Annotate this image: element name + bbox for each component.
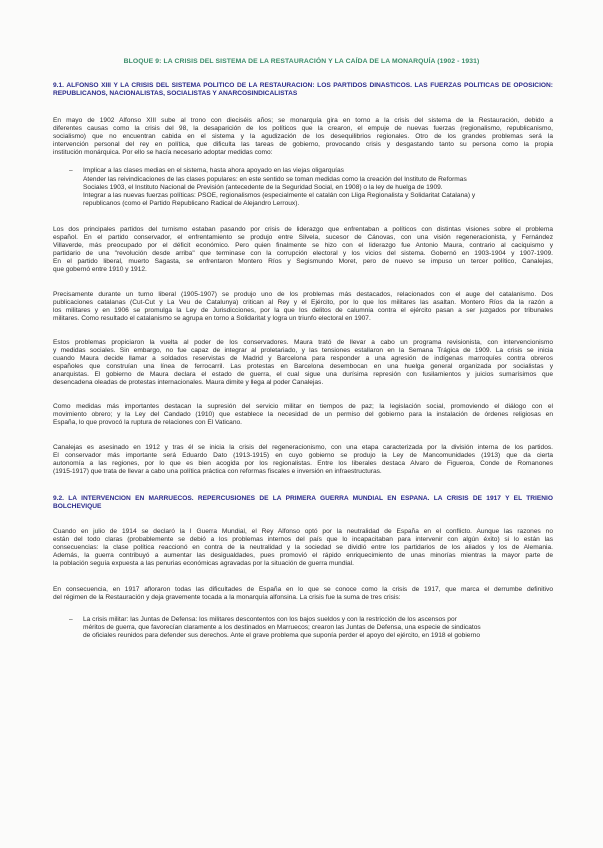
intro-line: socialismo) que no encuentran cabida en el sistema y la agudización de los desequilibrios regionales. Otro de los grandes problemas será la [53,133,553,140]
dash-bullet-icon: – [69,616,73,623]
measure-bullet-line: Sociales 1903, el Instituto Nacional de Previsión (antecedente de la Seguridad Social, en 1908) o la ley de huelga de 1909. [83,184,443,191]
tragic-week-paragraph-line: y medidas sociales. Sin embargo, no fue capaz de integrar al proletariado, y las tensiones estallaron en la Semana Trágica de 1909. La crisis se inicia [53,347,553,354]
tragic-week-paragraph-line: cuando Maura decide llamar a soldados reservistas de Madrid y Barcelona para responder a una agresión de indígenas marroquíes contra obreros [53,355,553,362]
measure-bullet-line: Atender las reivindicaciones de las clases populares: en este sentido se toman medidas como la creación del Instituto de Reformas [83,176,467,183]
regeneration-crisis-line: Canalejas es asesinado en 1912 y tras él se inicia la crisis del regeneracionismo, con una etapa caracterizada por la división interna de los partidos. [53,444,553,451]
section-1-heading-line-2: REPUBLICANOS, NACIONALISTAS, SOCIALISTAS Y ANARCOSINDICALISTAS [53,90,298,97]
tragic-week-paragraph-line: Estos problemas propiciaron la vuelta al poder de los conservadores. Maura trató de llevar a cabo un programa revisionista, con intervencionismo [53,339,553,346]
neutrality-paragraph-line: la población seguía expuesta a las penurias económicas agravadas por la situación de guerra mundial. [53,560,354,567]
intro-line: En mayo de 1902 Alfonso XIII sube al trono con dieciséis años; se monarquía gira en torno a la crisis del sistema de la Restauración, debido a [53,117,553,124]
regeneration-crisis-line: autonomía a las regiones, por lo que es bien acogida por los regionalistas. Entre los liberales destaca Álvaro de Figueroa, Conde de Romanones [53,460,553,467]
catalanism-paragraph-line: militares. Como resultado el catalanismo se agrupa en torno a Solidaritat y logra un triunfo electoral en 1907. [53,315,371,322]
regeneration-crisis-line: (1915-1917) que trata de llevar a cabo una política práctica con reformas fiscales e inversión en infraestructuras. [53,468,382,475]
catalanism-paragraph-line: Precisamente durante un turno liberal (1905-1907) se produjo uno de los problemas más destacados, relacionados con el auge del catalanismo. Dos [53,291,553,298]
parties-paragraph-line: español. En el partido conservador, el enfrentamiento se produjo entre Silvela, sucesor de Cánovas, con una visión regeneracionista, y Fernández [53,234,553,241]
neutrality-paragraph-line: consecuencias: la clase política reaccionó en contra de la neutralidad y la sociedad se dividió entre los partidarios de los aliados y los de Alemania. [53,544,553,551]
measure-bullet-line: Integrar a las nuevas fuerzas políticas: PSOE, regionalismos (especialmente el catalán con Lliga Regionalista y Solidaritat Catalana) y [83,192,476,199]
canalejas-measures-line: movimiento obrero; y la Ley del Candado (1910) que establece la necesidad de un permiso del gobierno para la instalación de órdenes religiosas en [53,411,553,418]
section-2-heading-line-1: 9.2. LA INTERVENCIÓN EN MARRUECOS. REPERCUSIONES DE LA PRIMERA GUERRA MUNDIAL EN ESPAÑA. LA CRISIS DE 1917 Y EL TRIENIO [53,495,553,502]
section-1-heading-line-1: 9.1. ALFONSO XIII Y LA CRISIS DEL SISTEMA POLÍTICO DE LA RESTAURACIÓN: LOS PARTIDOS DINÁSTICOS. LAS FUERZAS POLÍTICAS DE OPOSICIÓN: [53,82,553,89]
measure-bullet-line: Implicar a las clases medias en el sistema, hasta ahora apoyado en las viejas oligarquías [83,167,344,174]
parties-paragraph-line: que gobernó entre 1910 y 1912. [53,266,147,273]
neutrality-paragraph-line: Además, la guerra contribuyó a aumentar las desigualdades, pues promovió el rápido enriquecimiento de unas minorías mientras la mayor parte de [53,552,553,559]
catalanism-paragraph-line: los militares y en 1906 se promulga la Ley de Jurisdicciones, por la que los delitos de calumnia contra el ejército pasan a ser juzgados por tribunales [53,307,553,314]
military-crisis-line: La crisis militar: las Juntas de Defensa: los militares descontentos con los bajos sueldos y con la restricción de los ascensos por [83,616,457,623]
measure-bullet-line: republicanos (como el Partido Republicano Radical de Alejandro Lerroux). [83,200,300,207]
parties-paragraph-line: Los dos principales partidos del turnismo estaban pasando por crisis de liderazgo que enfrentaban a políticos con distintas visiones sobre el problema [53,226,553,233]
block-title: BLOQUE 9: LA CRISIS DEL SISTEMA DE LA RESTAURACIÓN Y LA CAÍDA DE LA MONARQUÍA (1902 - 1931) [123,58,480,65]
canalejas-measures-line: España, lo que provocó la ruptura de relaciones con El Vaticano. [53,419,243,426]
parties-paragraph-line: En el partido liberal, muerto Sagasta, se enfrentaron Montero Ríos y Segismundo Moret, pero de nuevo se impuso un tercer político, Canalejas, [53,258,553,265]
neutrality-paragraph-line: Cuando en julio de 1914 se declaró la I Guerra Mundial, el Rey Alfonso optó por la neutralidad de España en el conflicto. Aunque las razones no [53,528,553,535]
intro-line: intervención personal del rey en política, que dificulta las tareas de gobierno, provocando crisis y desgastando tanto su persona como la propia [53,141,553,148]
parties-paragraph-line: Villaverde, más preocupado por el déficit económico. Pero quien finalmente se hizo con el liderazgo fue Antonio Maura, contrario al caciquismo y [53,242,553,249]
intro-line: institución monárquica. Por ello se hacía necesario adoptar medidas como: [53,149,273,156]
crisis-1917-line: del régimen de la Restauración y deja gravemente tocada a la monarquía alfonsina. La crisis fue la suma de tres crisis: [53,594,401,601]
tragic-week-paragraph-line: españoles que construían una línea de ferrocarril. Las protestas en Barcelona desembocan en una huelga general organizada por socialistas y [53,363,553,370]
military-crisis-line: méritos de guerra, que favorecían claramente a los destinados en Marruecos; crearon las Juntas de Defensa, una especie de sindicatos [83,624,481,631]
catalanism-paragraph-line: publicaciones catalanas (Cut-Cut y La Veu de Catalunya) critican al Rey y el Ejército, por lo que los militares las asaltan. Montero Ríos da la razón a [53,299,553,306]
dash-bullet-icon: – [69,167,73,174]
crisis-1917-line: En consecuencia, en 1917 afloraron todas las dificultades de España en lo que se conoce como la crisis de 1917, que marca el derrumbe definitivo [53,586,553,593]
parties-paragraph-line: partidario de una "revolución desde arriba" que terminase con la corrupción electoral y los vicios del sistema. Gobernó en 1903-1904 y 1907-1909. [53,250,553,257]
tragic-week-paragraph-line: anarquistas. El gobierno de Maura declara el estado de guerra, el cual sigue una durísima represión con fusilamientos y juicios sumarísimos que [53,371,553,378]
intro-line: diferentes causas como la crisis del 98, la desaparición de los políticos que la crearon, el empuje de nuevas fuerzas (regionalismo, republicanismo, [53,125,553,132]
neutrality-paragraph-line: están del todo claras (probablemente se debió a los problemas internos del país que lo incapacitaban para intervenir con algún éxito) si lo están las [53,536,553,543]
section-2-heading-line-2: BOLCHEVIQUE [53,503,102,510]
regeneration-crisis-line: El conservador más importante será Eduardo Dato (1913-1915) en cuyo gobierno se produjo la Ley de Mancomunidades (1913) que da cierta [53,452,553,459]
canalejas-measures-line: Como medidas más importantes destacan la supresión del servicio militar en tiempos de paz; la legislación social, promoviendo el diálogo con el [53,403,553,410]
military-crisis-line: de oficiales reunidos para defender sus derechos. Ante el grave problema que suponía perder el apoyo del ejército, en 1918 el gobierno [83,632,480,639]
tragic-week-paragraph-line: desencadena oleadas de protestas internacionales. Maura dimite y llega al poder Canalejas. [53,379,324,386]
